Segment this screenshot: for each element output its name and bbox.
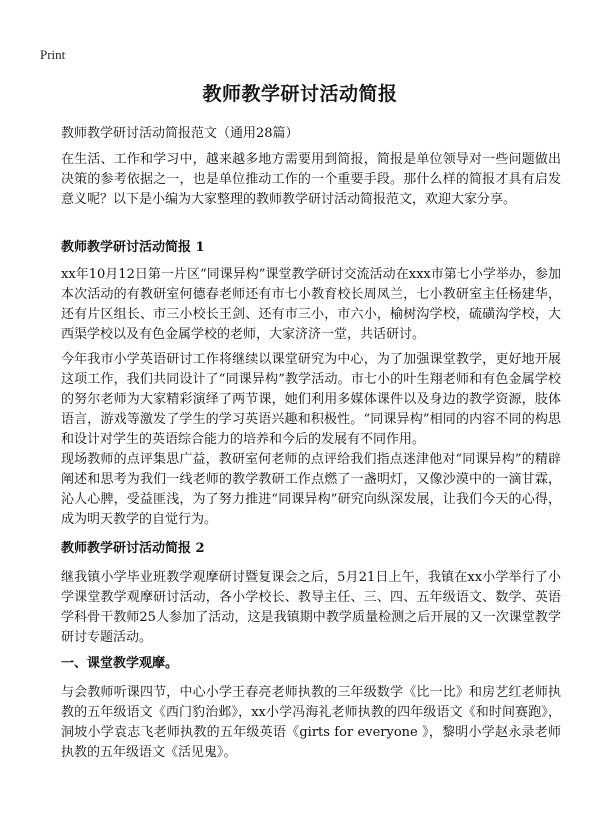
section2-paragraph-1: 继我镇小学毕业班教学观摩研讨暨复课会之后，5月21日上午，我镇在xx小学举行了小学课堂教学观摩研讨活动，各小学校长、教导主任、三、四、五年级语文、数学、英语学科骨干教师25人参加了活动，这是我镇期中教学质量检测之后开展的又一次课堂教学研讨专题活动。	[61, 570, 561, 645]
document-subtitle: 教师教学研讨活动简报范文（通用28篇）	[61, 126, 299, 141]
document-title: 教师教学研讨活动简报	[202, 83, 398, 105]
section1-paragraph-1: xx年10月12日第一片区“同课异构”课堂教学研讨交流活动在xxx市第七小学举办，参加本次活动的有教研室何德春老师还有市七小教育校长周凤兰，七小教研室主任杨建华，还有片区组长、市三小校长王剑、还有市三小，市六小，榆树沟学校，硫磺沟学校，大西渠学校以及有色金属学校的老师，大家济济一堂，共话研讨。	[61, 267, 561, 342]
section1-paragraph-3: 现场教师的点评集思广益，教研室何老师的点评给我们指点迷津他对“同课异构”的精辟阐述和思考为我们一线老师的教学教研工作点燃了一盏明灯，又像沙漠中的一滴甘霖，沁人心脾，受益匪浅，为了努力推进“同课异构”研究向纵深发展，让我们今天的心得，成为明天教学的自觉行为。	[61, 452, 561, 527]
section1-heading: 教师教学研讨活动简报 1	[61, 240, 205, 255]
section2-subheading: 一、课堂教学观摩。	[61, 656, 179, 671]
section2-paragraph-2: 与会教师听课四节，中心小学王春亮老师执教的三年级数学《比一比》和房艺红老师执教的五年级语文《西门豹治邺》，xx小学冯海礼老师执教的四年级语文《和时间赛跑》，洞坡小学袁志飞老师执教的五年级英语《girts for everyone 》，黎明小学赵永录老师执教的五年级语文《活见鬼》。	[61, 685, 561, 760]
section2-heading: 教师教学研讨活动简报 2	[61, 541, 205, 556]
intro-paragraph: 在生活、工作和学习中，越来越多地方需要用到简报，简报是单位领导对一些问题做出决策的参考依据之一，也是单位推动工作的一个重要手段。那什么样的简报才具有启发意义呢？以下是小编为大家整理的教师教学研讨活动简报范文，欢迎大家分享。	[61, 152, 561, 207]
section1-paragraph-2: 今年我市小学英语研讨工作将继续以课堂研究为中心，为了加强课堂教学，更好地开展这项工作，我们共同设计了“同课异构”教学活动。市七小的叶生翔老师和有色金属学校的努尔老师为大家精彩演绎了两节课，她们利用多媒体课件以及身边的教学资源，肢体语言，游戏等激发了学生的学习英语兴趣和积极性。“同课异构”相同的内容不同的构思和设计对学生的英语综合能力的培养和今后的发展有不同作用。	[61, 352, 561, 447]
print-link[interactable]: Print	[40, 47, 66, 62]
